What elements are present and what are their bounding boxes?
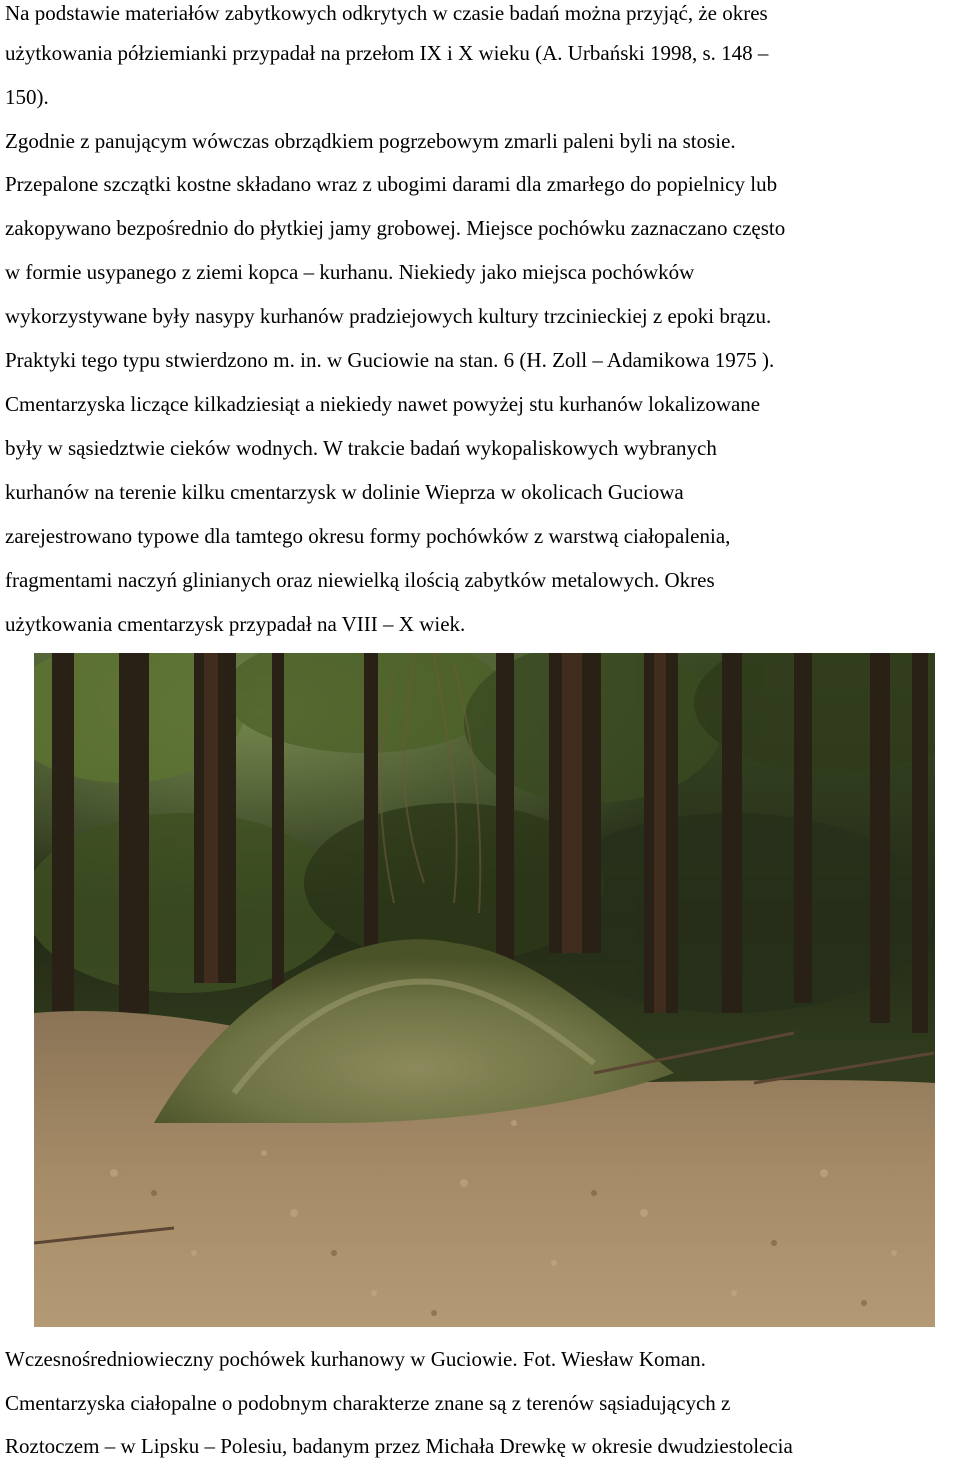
photo-caption: Wczesnośredniowieczny pochówek kurhanowy w Guciowie. Fot. Wiesław Koman. bbox=[5, 1347, 706, 1371]
paragraph-2-line: w formie usypanego z ziemi kopca – kurhanu. Niekiedy jako miejsca pochówków bbox=[5, 260, 695, 284]
paragraph-2-line: Przepalone szczątki kostne składano wraz z ubogimi darami dla zmarłego do popielnicy lub bbox=[5, 172, 778, 196]
paragraph-2-line: Praktyki tego typu stwierdzono m. in. w Guciowie na stan. 6 (H. Zoll – Adamikowa 1975 ). bbox=[5, 348, 775, 372]
paragraph-2-line: fragmentami naczyń glinianych oraz niewielką ilością zabytków metalowych. Okres bbox=[5, 568, 715, 592]
paragraph-3-line: Cmentarzyska ciałopalne o podobnym charakterze znane są z terenów sąsiadujących z bbox=[5, 1391, 731, 1415]
paragraph-1-line: użytkowania półziemianki przypadał na przełom IX i X wieku (A. Urbański 1998, s. 148 – bbox=[5, 41, 769, 65]
paragraph-1-line: 150). bbox=[5, 85, 49, 109]
paragraph-2-line: były w sąsiedztwie cieków wodnych. W trakcie badań wykopaliskowych wybranych bbox=[5, 436, 717, 460]
paragraph-2-line: Zgodnie z panującym wówczas obrządkiem pogrzebowym zmarli paleni byli na stosie. bbox=[5, 129, 736, 153]
paragraph-1-line: Na podstawie materiałów zabytkowych odkrytych w czasie badań można przyjąć, że okres bbox=[5, 1, 768, 25]
paragraph-2-line: użytkowania cmentarzysk przypadał na VIII – X wiek. bbox=[5, 612, 466, 636]
forest-burial-mound-photo bbox=[34, 653, 935, 1327]
paragraph-2-line: zakopywano bezpośrednio do płytkiej jamy grobowej. Miejsce pochówku zaznaczano często bbox=[5, 216, 786, 240]
paragraph-3-line: Roztoczem – w Lipsku – Polesiu, badanym przez Michała Drewkę w okresie dwudziestolecia bbox=[5, 1434, 793, 1458]
paragraph-2-line: kurhanów na terenie kilku cmentarzysk w dolinie Wieprza w okolicach Guciowa bbox=[5, 480, 684, 504]
forest-photo-illustration bbox=[34, 653, 935, 1327]
paragraph-2-line: wykorzystywane były nasypy kurhanów pradziejowych kultury trzcinieckiej z epoki brązu. bbox=[5, 304, 772, 328]
paragraph-2-line: Cmentarzyska liczące kilkadziesiąt a niekiedy nawet powyżej stu kurhanów lokalizowane bbox=[5, 392, 761, 416]
paragraph-2-line: zarejestrowano typowe dla tamtego okresu formy pochówków z warstwą ciałopalenia, bbox=[5, 524, 731, 548]
